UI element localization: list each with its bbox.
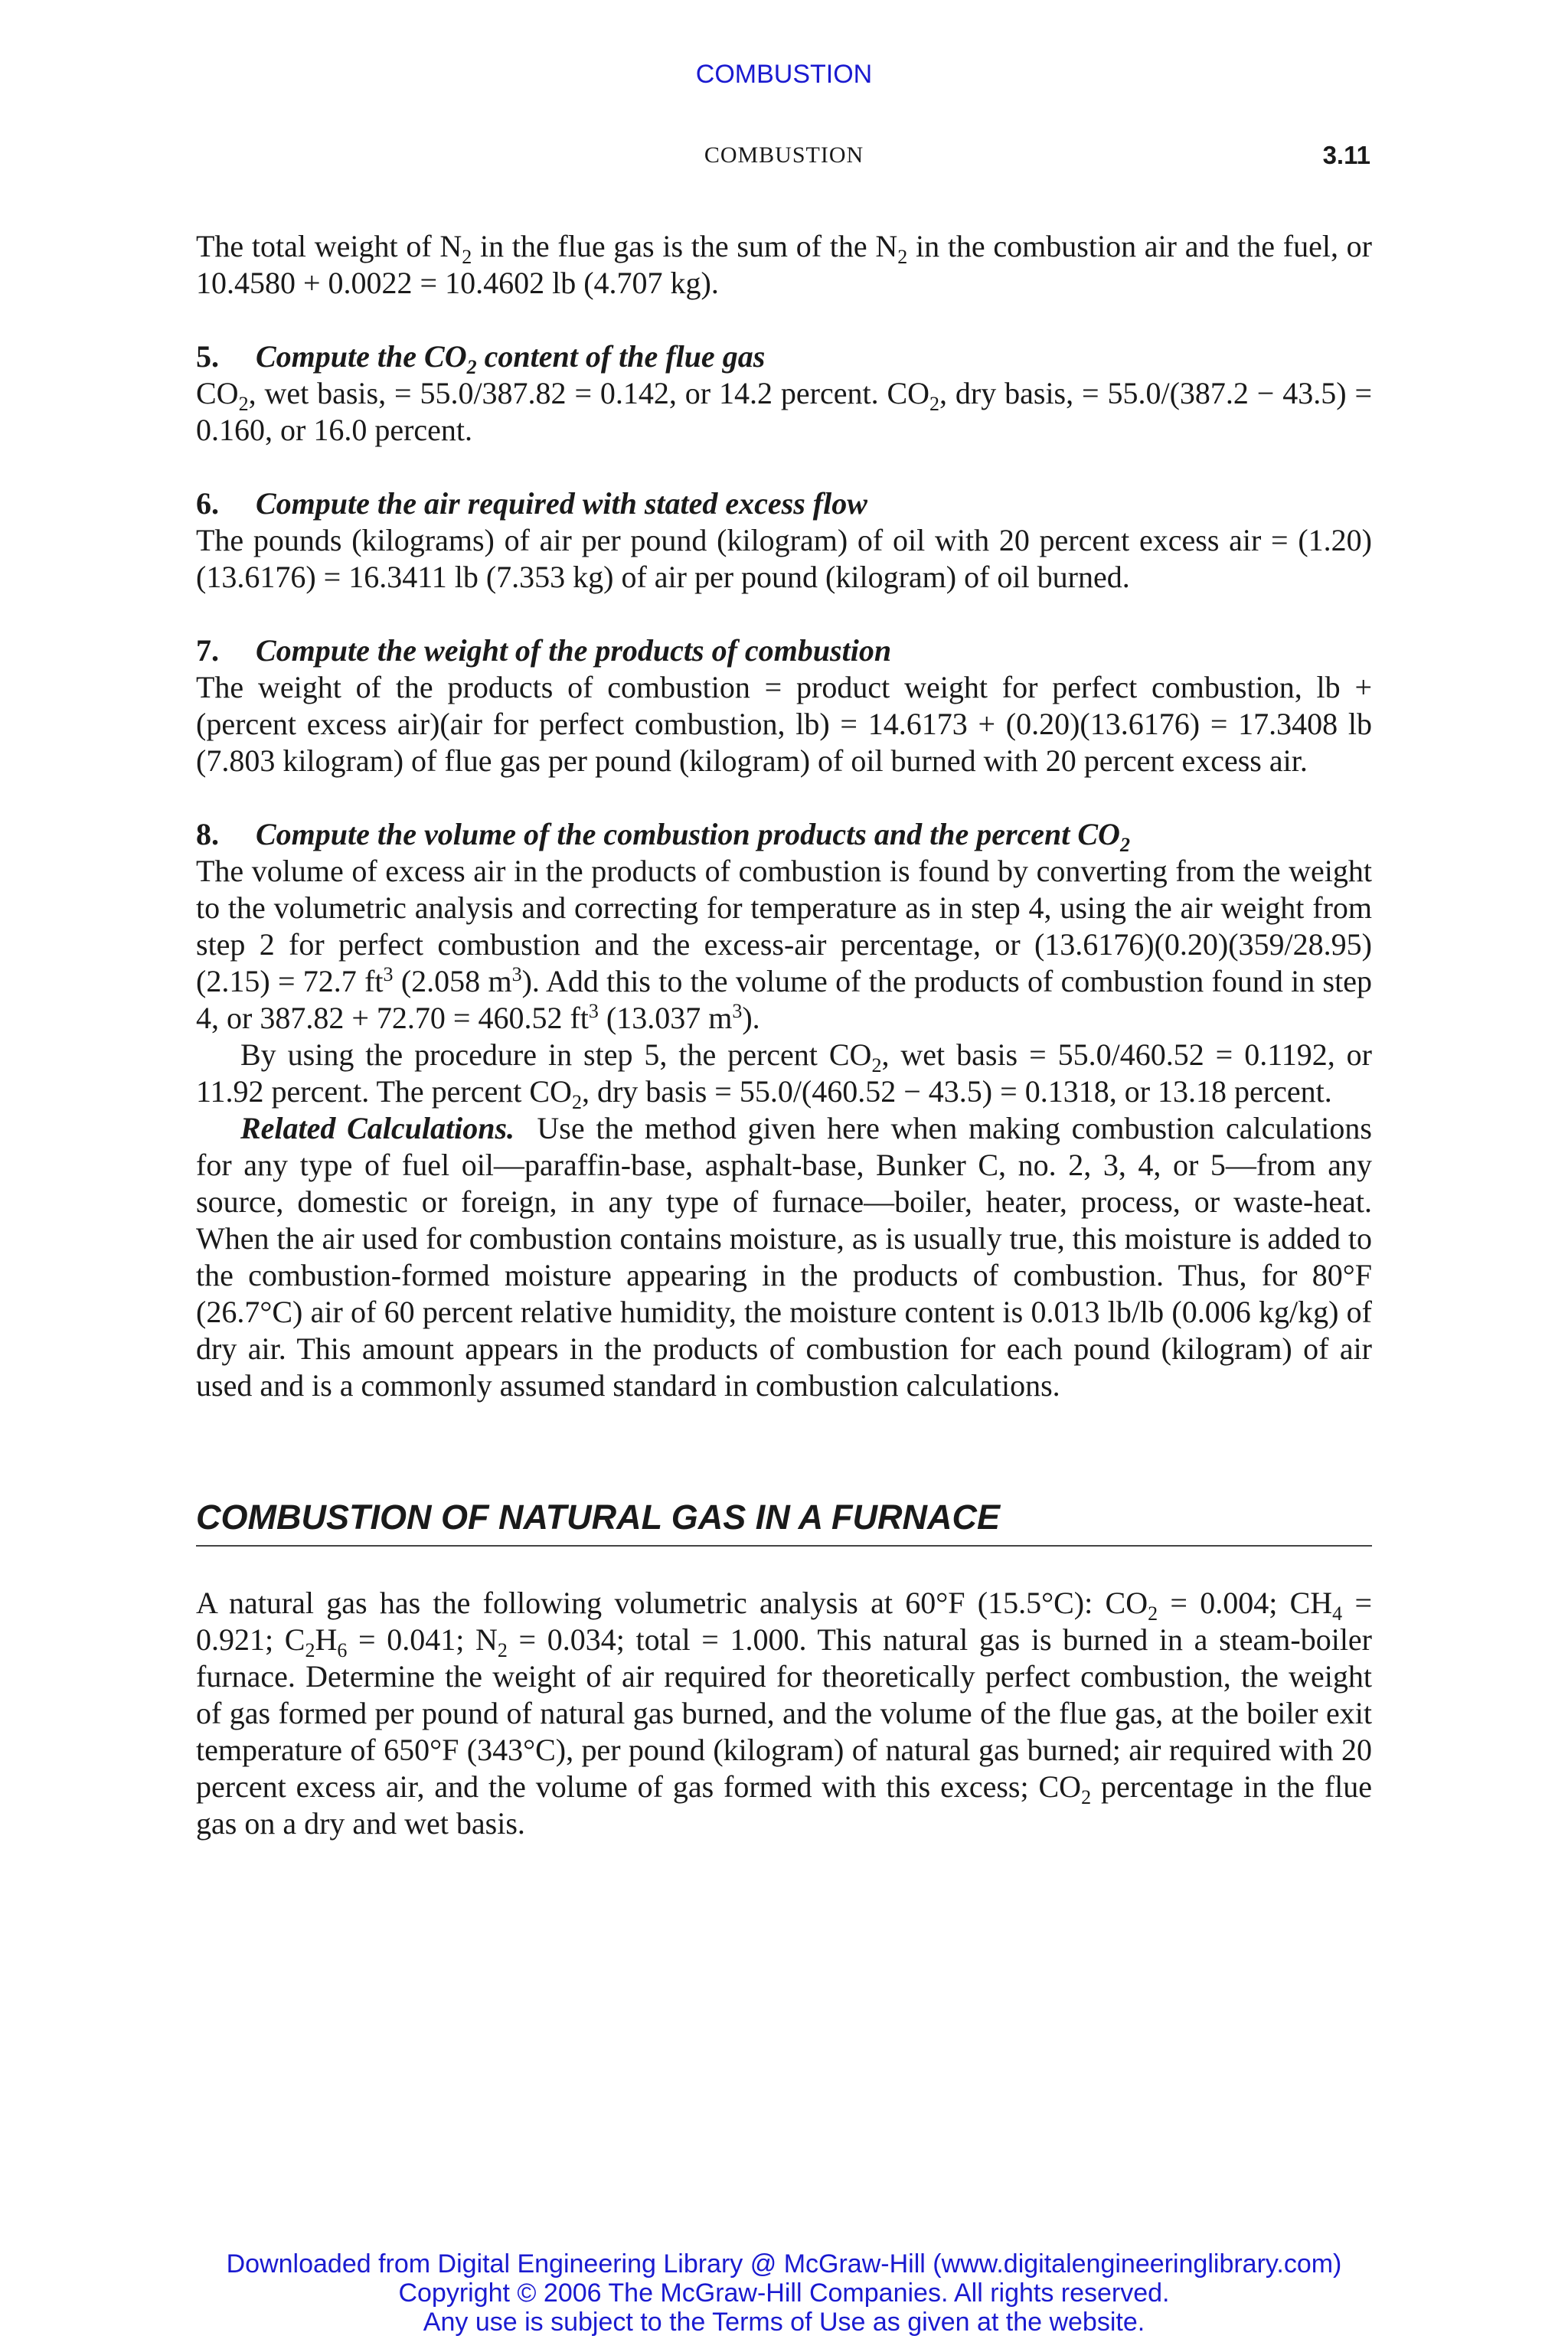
step-8-heading: 8. Compute the volume of the combustion products and the percent $CO_2$ [196, 817, 1130, 856]
step-8 [196, 816, 1372, 1404]
step-7-heading: 7. Compute the weight of the products of combustion [196, 633, 892, 668]
step-5 [196, 338, 1372, 449]
problem-statement: A natural gas has the following volumetric analysis at 60°F (15.5°C): $CO_2 = 0.004$; $CH_4 = 0.921$; $C_2H_6 = 0.041$; $N_2 = 0.034$; total = 1.000. This natural gas is burned in a steam-boiler furnace. Determine the weight of air required for theoretically perfect combustion, the weight of gas formed per pound of natural gas burned, and the volume of the flue gas, at the boiler exit temperature of 650°F (343°C), per pound (kilogram) of natural gas burned; air required with 20 percent excess air, and the volume of gas formed with this excess; $CO_2$ percentage in the flue gas on a dry and wet basis. [196, 1586, 1373, 1841]
step-6-text: The pounds (kilograms) of air per pound (kilogram) of oil with 20 percent excess air = (1.20)(13.6176) = 16.3411 lb (7.353 kg) of air per pound (kilogram) of oil burned. [196, 523, 1372, 594]
related-calculations-label: Related Calculations. [240, 1111, 515, 1145]
step-6-heading: 6. Compute the air required with stated excess flow [196, 486, 867, 521]
step-8-paragraph-2: By using the procedure in step 5, the percent $CO_2$, wet basis = 55.0/460.52 = 0.1192, or 11.92 percent. The percent $CO_2$, dry basis = 55.0/(460.52 − 43.5) = 0.1318, or 13.18 percent. [196, 1037, 1372, 1113]
section-title: COMBUSTION OF NATURAL GAS IN A FURNACE [196, 1496, 1372, 1547]
footer-download-link[interactable]: Downloaded from Digital Engineering Library @ McGraw-Hill (www.digitalengineeringlibrary.com) [226, 2249, 1342, 2278]
step-5-text: $CO_2$, wet basis, = 55.0/387.82 = 0.142, or 14.2 percent. $CO_2$, dry basis, = 55.0/(387.2 − 43.5) = 0.160, or 16.0 percent. [196, 376, 1372, 447]
page-number: 3.11 [1322, 141, 1370, 169]
step-6 [196, 485, 1372, 596]
page-content [196, 228, 1372, 1842]
step-7-text: The weight of the products of combustion = product weight for perfect combustion, lb + (percent excess air)(air for perfect combustion, lb) = 14.6173 + (0.20)(13.6176) = 17.3408 lb (7.803 kilogram) of flue gas per pound (kilogram) of oil burned with 20 percent excess air. [196, 670, 1372, 778]
step-5-heading: 5. Compute the $CO_2$ content of the flue gas [196, 339, 766, 378]
step-8-paragraph-1: The volume of excess air in the products of combustion is found by converting from the weight to the volumetric analysis and correcting for temperature as in step 4, using the air weight from step 2 for perfect combustion and the excess-air percentage, or (13.6176)(0.20)(359/28.95)(2.15) = 72.7 $ft^3$ (2.058 $m^3$). Add this to the volume of the products of combustion found in step 4, or 387.82 + 72.70 = 460.52 $ft^3$ (13.037 $m^3$). [196, 854, 1372, 1035]
step-7 [196, 632, 1372, 779]
footer-copyright-link[interactable]: Copyright © 2006 The McGraw-Hill Companies. All rights reserved. [398, 2278, 1170, 2308]
running-head: COMBUSTION [704, 142, 864, 168]
footer [0, 2249, 1568, 2337]
related-calculations: Related Calculations. Use the method given here when making combustion calculations for any type of fuel oil—paraffin-base, asphalt-base, Bunker C, no. 2, 3, 4, or 5—from any source, domestic or foreign, in any type of furnace—boiler, heater, process, or waste-heat. When the air used for combustion contains moisture, as is usually true, this moisture is added to the combustion-formed moisture appearing in the products of combustion. Thus, for 80°F (26.7°C) air of 60 percent relative humidity, the moisture content is 0.013 lb/lb (0.006 kg/kg) of dry air. This amount appears in the products of combustion for each pound (kilogram) of air used and is a commonly assumed standard in combustion calculations. [196, 1111, 1372, 1403]
intro-paragraph: The total weight of $N_2$ in the flue gas is the sum of the $N_2$ in the combustion air and the fuel, or 10.4580 + 0.0022 = 10.4602 lb (4.707 kg). [196, 229, 1372, 300]
footer-terms-link[interactable]: Any use is subject to the Terms of Use as given at the website. [423, 2308, 1145, 2337]
chapter-link[interactable]: COMBUSTION [695, 60, 873, 89]
